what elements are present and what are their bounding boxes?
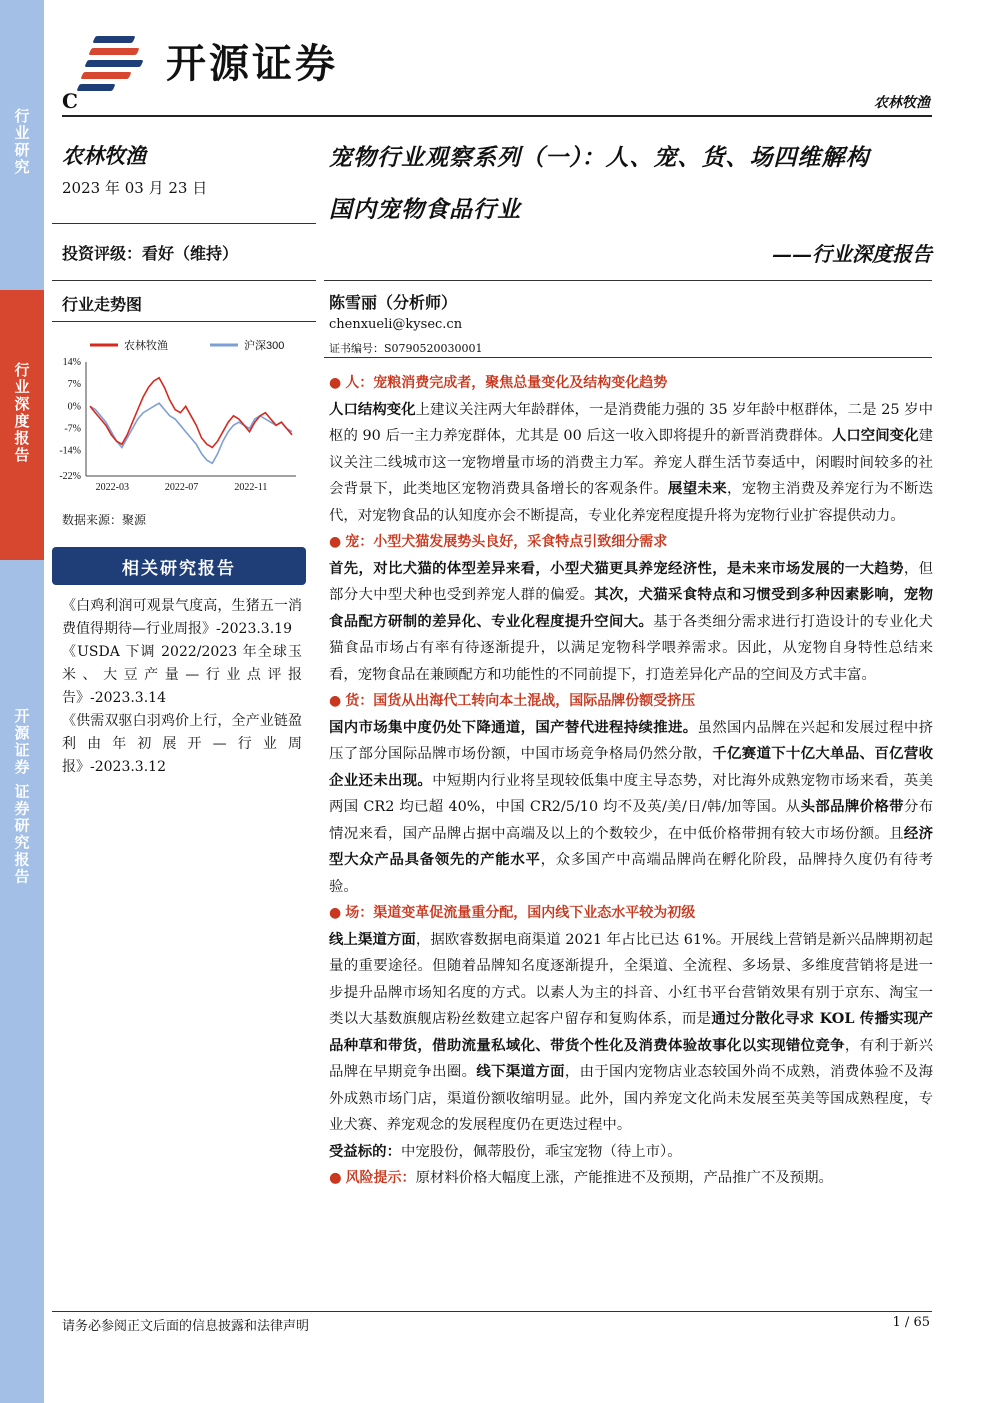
- report-date: 2023 年 03 月 23 日: [62, 179, 208, 197]
- bold-phrase: 线下渠道方面: [476, 1063, 565, 1080]
- bullet-icon: ●: [329, 1170, 342, 1186]
- text-run: ，宠物主消费及养宠行为不断迭代，对宠物食品的认知度亦会不断提高，专业化养宠程度提升将为宠物行业扩容提供动力。: [329, 481, 933, 524]
- bold-phrase: 经济型大众产品具备领先的产能水平: [329, 824, 933, 868]
- section-paragraph: [329, 715, 933, 901]
- left-sidebar-strip: [0, 0, 44, 1403]
- left-divider: [52, 321, 316, 322]
- industry-name: 农林牧渔: [62, 143, 146, 168]
- section-heading: [329, 370, 933, 397]
- section-heading: [329, 529, 933, 556]
- analyst-cert: 证书编号：S0790520030001: [329, 342, 483, 355]
- report-title-line: 国内宠物食品行业: [329, 196, 521, 223]
- logo-mark-icon: [86, 28, 154, 92]
- trend-chart-title: 行业走势图: [62, 295, 143, 314]
- bold-phrase: 首先，对比犬猫的体型差异来看，小型犬猫更具养宠经济性，是未来市场发展的一大趋势: [329, 559, 904, 577]
- title-rule: [324, 280, 932, 281]
- bullet-icon: ●: [329, 534, 342, 550]
- sidebar-section-company: [0, 708, 44, 885]
- text-run: 分布情况来看，国产品牌占据中高端及以上的个数较少，在中低价格带拥有较大市场份额。且: [329, 799, 933, 842]
- report-subtitle: ——行业深度报告: [772, 242, 932, 266]
- left-divider: [52, 280, 316, 281]
- section-heading-text: 场：渠道变革促流量重分配，国内线下业态水平较为初级: [345, 905, 696, 921]
- chart-y-tick-label: 14%: [62, 357, 81, 368]
- sidebar-section-deep-report: [0, 362, 44, 464]
- risk-label: 风险提示：: [345, 1170, 416, 1186]
- chart-legend-label: 农林牧渔: [124, 340, 168, 352]
- company-logo: [86, 28, 338, 92]
- sidebar-label: 行业研究: [12, 108, 31, 176]
- bold-phrase: 人口结构变化: [329, 400, 416, 418]
- text-run: ，但部分大中型犬种也受到养宠人群的偏爱。: [329, 560, 933, 603]
- sidebar-label: 开源证券 证券研究报告: [12, 708, 31, 886]
- section-heading-text: 货：国货从出海代工转向本土混战，国际品牌份额受挤压: [345, 693, 696, 709]
- trend-chart: [52, 330, 312, 500]
- section-heading: [329, 900, 933, 927]
- bold-phrase: 展望未来: [668, 480, 727, 497]
- logo-text: 开源证券: [166, 40, 338, 87]
- bold-phrase: 受益标的：: [329, 1142, 401, 1160]
- text-run: ，有利于新兴品牌在早期竞争出圈。: [329, 1037, 933, 1080]
- text-run: 中短期内行业将呈现较低集中度主导态势，对比海外成熟宠物市场来看，英美两国 CR2 均已超 40%，中国 CR2/5/10 均不及英/美/日/韩/加等国。从: [329, 772, 933, 815]
- text-run: ，众多国产中高端品牌尚在孵化阶段，品牌持久度仍有待考验。: [329, 852, 933, 895]
- bold-phrase: 千亿赛道下十亿大单品、百亿营收企业还未出现。: [329, 745, 933, 789]
- trend-chart-svg: [52, 330, 312, 500]
- chart-x-tick-label: 2022-07: [164, 482, 199, 493]
- bold-phrase: 线上渠道方面: [329, 930, 416, 948]
- bullet-icon: ●: [329, 693, 342, 709]
- section-paragraph: [329, 927, 933, 1139]
- related-reports-list: [62, 595, 302, 779]
- section-heading: [329, 688, 933, 715]
- beneficiary-line: [329, 1139, 933, 1166]
- bold-phrase: 头部品牌价格带: [800, 798, 904, 815]
- related-report-item[interactable]: 《白鸡利润可观景气度高，生猪五一消费值得期待—行业周报》-2023.3.19: [62, 598, 302, 637]
- text-run: ，由于国内宠物店业态较国外尚不成熟，消费体验不及海外成熟市场门店，渠道份额收缩明显。此外，国内养宠文化尚未发展至英美等国成熟程度，专业犬赛、养宠观念的发展程度仍在更迭过程中。: [329, 1064, 933, 1133]
- chart-y-tick-label: 0%: [67, 401, 81, 413]
- related-report-item[interactable]: 《供需双驱白羽鸡价上行，全产业链盈利由年初展开—行业周报》-2023.3.12: [62, 713, 302, 775]
- chart-source: 数据来源：聚源: [62, 513, 147, 527]
- related-reports-title: 相关研究报告: [122, 558, 236, 579]
- related-report-item[interactable]: 《USDA 下调 2022/2023 年全球玉米、大豆产量—行业点评报告》-2023.3.14: [62, 644, 302, 706]
- chart-legend-label: 沪深300: [244, 340, 285, 352]
- text-run: 中宠股份，佩蒂股份，乖宝宠物（待上市）。: [400, 1143, 682, 1160]
- investment-rating: 投资评级：看好（维持）: [62, 244, 239, 263]
- related-reports-header: [52, 547, 306, 585]
- text-run: 虽然国内品牌在兴起和发展过程中挤压了部分国际品牌市场份额，中国市场竞争格局仍然分散，: [329, 719, 933, 762]
- text-run: 基于各类细分需求进行打造设计的专业化犬猫食品市场占有率有待逐渐提升，以满足宠物科学喂养需求。因此，从宠物自身特性总结来看，宠物食品在兼顾配方和功能性的不同前提下，打造差异化产品的空间及方式丰富。: [329, 613, 933, 683]
- text-run: 建议关注二线城市这一宠物增量市场的消费主力军。养宠人群生活节奏适中，闲暇时间较多的社会背景下，此类地区宠物消费具备增长的客观条件。: [329, 428, 933, 497]
- footer-disclaimer: 请务必参阅正文后面的信息披露和法律声明: [62, 1319, 310, 1334]
- header-letter: C: [62, 89, 78, 113]
- chart-y-tick-label: -22%: [59, 471, 81, 482]
- chart-series-line: [90, 403, 292, 463]
- bold-phrase: 人口空间变化: [831, 427, 919, 444]
- section-heading-text: 人：宠粮消费完成者，聚焦总量变化及结构变化趋势: [345, 375, 668, 391]
- footer-rule: [52, 1311, 932, 1312]
- text-run: 上建议关注两大年龄群体，一是消费能力强的 35 岁年龄中枢群体，二是 25 岁中枢的 90 后一主力养宠群体，尤其是 00 后这一收入即将提升的新晋消费群体。: [329, 401, 933, 444]
- chart-x-tick-label: 2022-03: [95, 482, 129, 493]
- chart-y-tick-label: -14%: [59, 445, 81, 457]
- report-title-line: 宠物行业观察系列（一）：人、宠、货、场四维解构: [329, 144, 870, 171]
- bullet-icon: ●: [329, 375, 342, 391]
- section-paragraph: [329, 556, 933, 689]
- text-run: 原材料价格大幅度上涨，产能推进不及预期，产品推广不及预期。: [415, 1170, 833, 1186]
- bold-phrase: 通过分散化寻求 KOL 传播实现产品种草和带货，借助流量私域化、带货个性化及消费体验故事化以实现错位竞争: [329, 1010, 933, 1054]
- header-industry-tag: 农林牧渔: [874, 95, 930, 111]
- sidebar-section-research: [0, 108, 44, 176]
- bullet-icon: ●: [329, 905, 342, 921]
- analyst-rule: [324, 357, 932, 358]
- left-divider: [52, 223, 316, 224]
- sidebar-label: 行业深度报告: [12, 362, 31, 464]
- analyst-email[interactable]: chenxueli@kysec.cn: [329, 317, 463, 332]
- chart-x-tick-label: 2022-11: [234, 482, 268, 493]
- section-heading-text: 宠：小型犬猫发展势头良好，采食特点引致细分需求: [345, 534, 668, 550]
- header-rule: [62, 115, 932, 117]
- text-run: ，据欧睿数据电商渠道 2021 年占比已达 61%。开展线上营销是新兴品牌期初起量的重要途径。但随着品牌知名度逐渐提升，全渠道、全流程、多场景、多维度营销将是进一步提升品牌市场知名度的方式。以素人为主的抖音、小红书平台营销效果有别于京东、淘宝一类以大基数旗舰店粉丝数建立起客户留存和复购体系，而是: [329, 931, 933, 1027]
- chart-y-tick-label: 7%: [67, 379, 81, 391]
- analyst-name: 陈雪丽（分析师）: [329, 293, 458, 312]
- section-paragraph: [329, 397, 933, 530]
- report-title: [329, 132, 933, 236]
- page-number: 1 / 65: [892, 1315, 930, 1330]
- report-body: [329, 370, 933, 1192]
- chart-y-tick-label: -7%: [64, 423, 81, 435]
- bold-phrase: 其次，犬猫采食特点和习惯受到多种因素影响，宠物食品配方研制的差异化、专业化程度提升空间大。: [329, 586, 933, 630]
- risk-line: [329, 1165, 933, 1192]
- bold-phrase: 国内市场集中度仍处下降通道，国产替代进程持续推进。: [329, 718, 698, 736]
